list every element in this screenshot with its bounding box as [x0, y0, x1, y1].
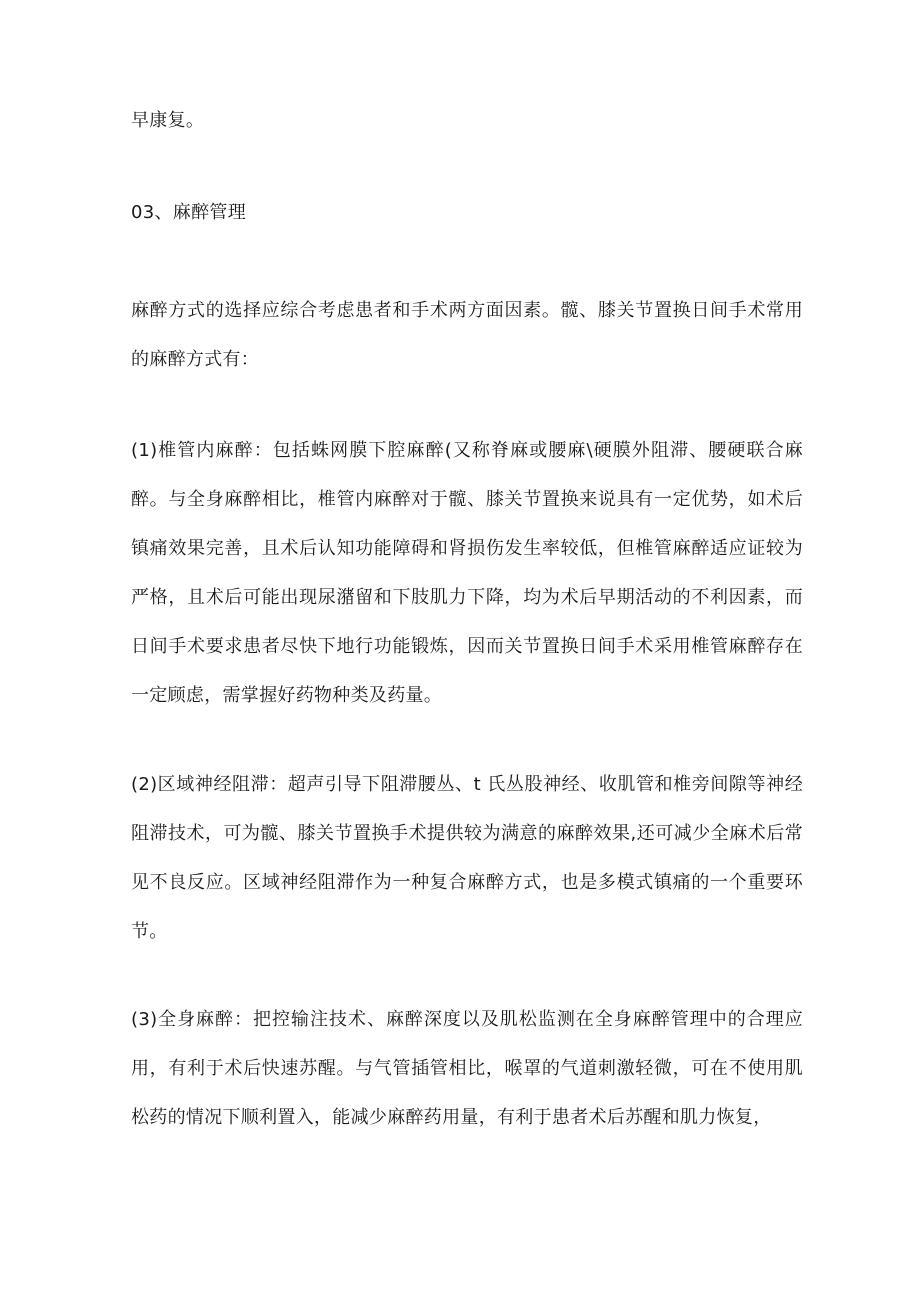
paragraph-lead: 麻醉方式的选择应综合考虑患者和手术两方面因素。髋、膝关节置换日间手术常用的麻醉方式有：: [131, 300, 803, 370]
paragraph-item-1: (1)椎管内麻醉：包括蛛网膜下腔麻醉(又称脊麻或腰麻\硬膜外阻滞、腰硬联合麻醉。与全身麻醉相比，椎管内麻醉对于髋、膝关节置换来说具有一定优势，如术后镇痛效果完善，且术后认知功能障碍和肾损伤发生率较低，但椎管麻醉适应证较为严格，且术后可能出现尿潴留和下肢肌力下降，均为术后早期活动的不利因素，而日间手术要求患者尽快下地行功能锻炼，因而关节置换日间手术采用椎管麻醉存在一定顾虑，需掌握好药物种类及药量。: [131, 440, 803, 706]
paragraph-item-3: (3)全身麻醉：把控输注技术、麻醉深度以及肌松监测在全身麻醉管理中的合理应用，有利于术后快速苏醒。与气管插管相比，喉罩的气道刺激轻微，可在不使用肌松药的情况下顺利置入，能减少麻醉药用量，有利于患者术后苏醒和肌力恢复，: [131, 1009, 803, 1128]
paragraph-intro-end: 早康复。: [131, 110, 205, 131]
paragraph-item-2: (2)区域神经阻滞：超声引导下阻滞腰丛、t 氏丛股神经、收肌管和椎旁间隙等神经阻滞技术，可为髋、膝关节置换手术提供较为满意的麻醉效果,还可减少全麻术后常见不良反应。区域神经阻滞作为一种复合麻醉方式，也是多模式镇痛的一个重要环节。: [131, 774, 803, 942]
section-heading: 03、麻醉管理: [131, 202, 247, 223]
